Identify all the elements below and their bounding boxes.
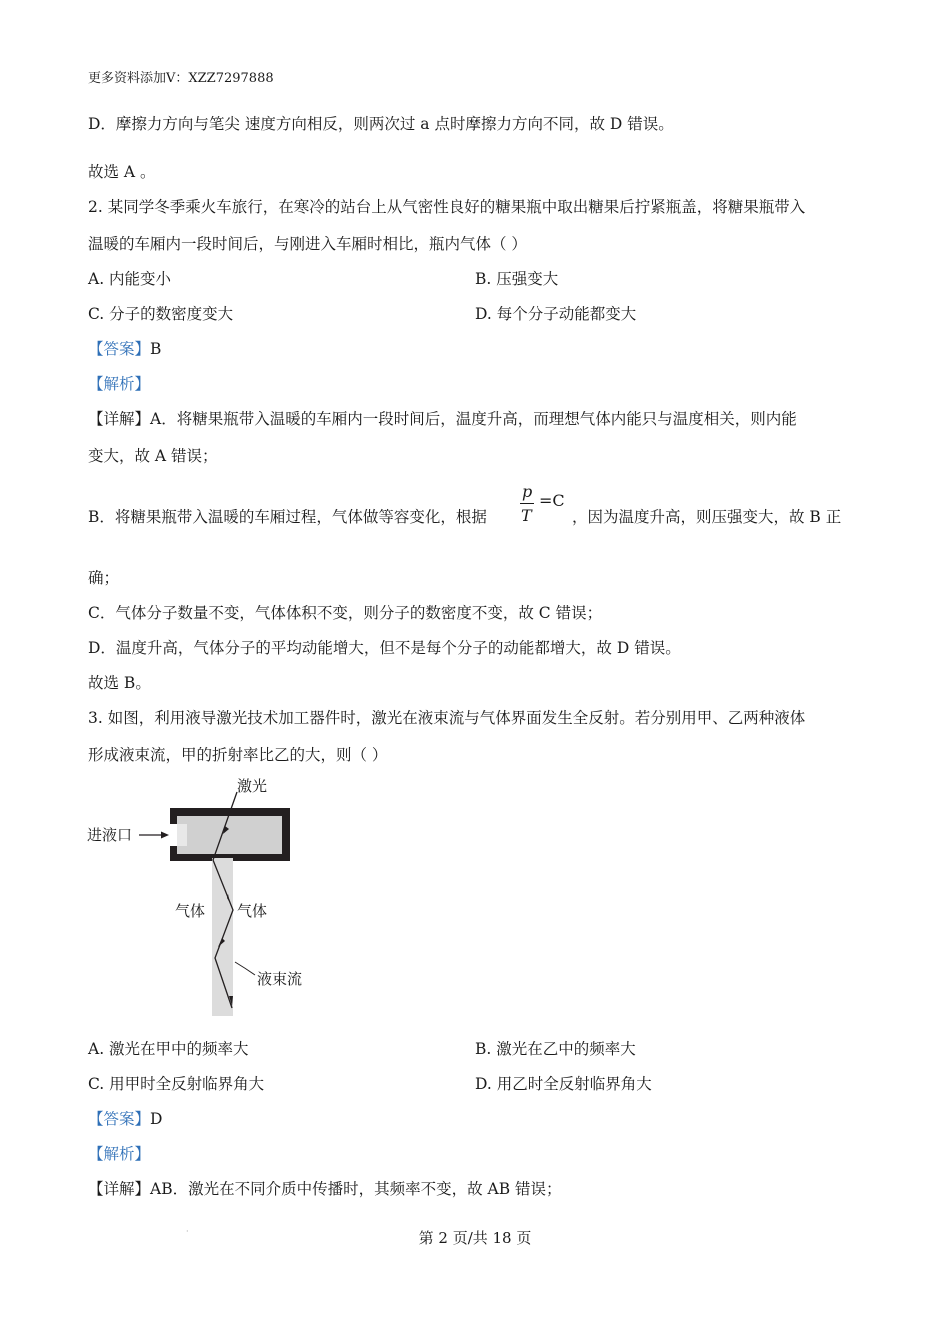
- q2-detail-b-line2: 确；: [88, 569, 120, 587]
- q2-option-d: D. 每个分子动能都变大: [475, 305, 637, 323]
- scan-dot: ·: [186, 1227, 189, 1236]
- prev-choice: 故选 A 。: [88, 163, 156, 181]
- q2-detail-d: D．温度升高，气体分子的平均动能增大，但不是每个分子的动能都增大，故 D 错误。: [88, 639, 681, 657]
- q3-detail-ab: [88, 1179, 562, 1199]
- q2-detail-a-line1: [88, 409, 797, 429]
- q2-option-a: A. 内能变小: [88, 270, 172, 288]
- answer-value: B: [150, 340, 162, 358]
- q3-answer: [88, 1109, 162, 1129]
- inlet-opening: [177, 824, 187, 846]
- prev-option-d: D．摩擦力方向与笔尖 速度方向相反，则两次过 a 点时摩擦力方向不同，故 D 错误。: [88, 115, 674, 133]
- q2-stem-line2: 温暖的车厢内一段时间后，与刚进入车厢时相比，瓶内气体（ ）: [88, 235, 527, 253]
- detail-label: 【详解】: [88, 410, 151, 428]
- answer-label: 【答案】: [88, 1110, 151, 1128]
- q3-option-d: D. 用乙时全反射临界角大: [475, 1075, 652, 1093]
- nozzle-chamber: [177, 816, 282, 854]
- header-note: 更多资料添加V：XZZ7297888: [88, 71, 274, 86]
- page-footer: 第 2 页/共 18 页: [418, 1229, 532, 1247]
- formula-rhs: =C: [539, 491, 565, 510]
- q3-option-b: B. 激光在乙中的频率大: [475, 1040, 636, 1058]
- q3-option-c: C. 用甲时全反射临界角大: [88, 1075, 265, 1093]
- label-stream: 液束流: [257, 970, 303, 988]
- label-gas-left: 气体: [175, 902, 206, 920]
- detail-label: 【详解】: [88, 1180, 151, 1198]
- label-laser: 激光: [237, 777, 268, 795]
- fraction-bar: [520, 503, 534, 504]
- q2-analysis-label: 【解析】: [88, 375, 151, 393]
- q2-choice: 故选 B。: [88, 674, 151, 692]
- q2-stem-line1: 2. 某同学冬季乘火车旅行，在寒冷的站台上从气密性良好的糖果瓶中取出糖果后拧紧瓶盖，将糖果瓶带入: [88, 198, 806, 216]
- label-inlet: 进液口: [87, 826, 133, 844]
- formula-numerator: p: [522, 482, 533, 501]
- inlet-arrow-head: [161, 832, 169, 839]
- q3-stem-line2: 形成液束流，甲的折射率比乙的大，则（ ）: [88, 746, 388, 764]
- stream-leader-line: [235, 962, 255, 975]
- q2-option-c: C. 分子的数密度变大: [88, 305, 234, 323]
- q2-detail-b-line1: B．将糖果瓶带入温暖的车厢过程，气体做等容变化，根据: [88, 508, 487, 526]
- laser-liquid-jet-figure: [85, 770, 325, 1025]
- q3-analysis-label: 【解析】: [88, 1145, 151, 1163]
- answer-label: 【答案】: [88, 340, 151, 358]
- formula-p-over-t: [520, 482, 570, 528]
- q2-option-b: B. 压强变大: [475, 270, 559, 288]
- q3-stem-line1: 3. 如图，利用液导激光技术加工器件时，激光在液束流与气体界面发生全反射。若分别用甲、乙两种液体: [88, 709, 806, 727]
- q2-detail-b-line1-cont: ，因为温度升高，则压强变大，故 B 正: [572, 508, 842, 526]
- q2-detail-a-line2: 变大，故 A 错误；: [88, 447, 218, 465]
- answer-value: D: [150, 1110, 163, 1128]
- label-gas-right: 气体: [237, 902, 268, 920]
- q3-option-a: A. 激光在甲中的频率大: [88, 1040, 249, 1058]
- detail-ab-text: AB．激光在不同介质中传播时，其频率不变，故 AB 错误；: [150, 1180, 562, 1198]
- figure-svg: [85, 770, 325, 1025]
- q2-detail-c: C．气体分子数量不变，气体体积不变，则分子的数密度不变，故 C 错误；: [88, 604, 603, 622]
- detail-a-text: A．将糖果瓶带入温暖的车厢内一段时间后，温度升高，而理想气体内能只与温度相关，则内能: [150, 410, 797, 428]
- q2-answer: [88, 339, 161, 359]
- formula-denominator: T: [521, 506, 532, 525]
